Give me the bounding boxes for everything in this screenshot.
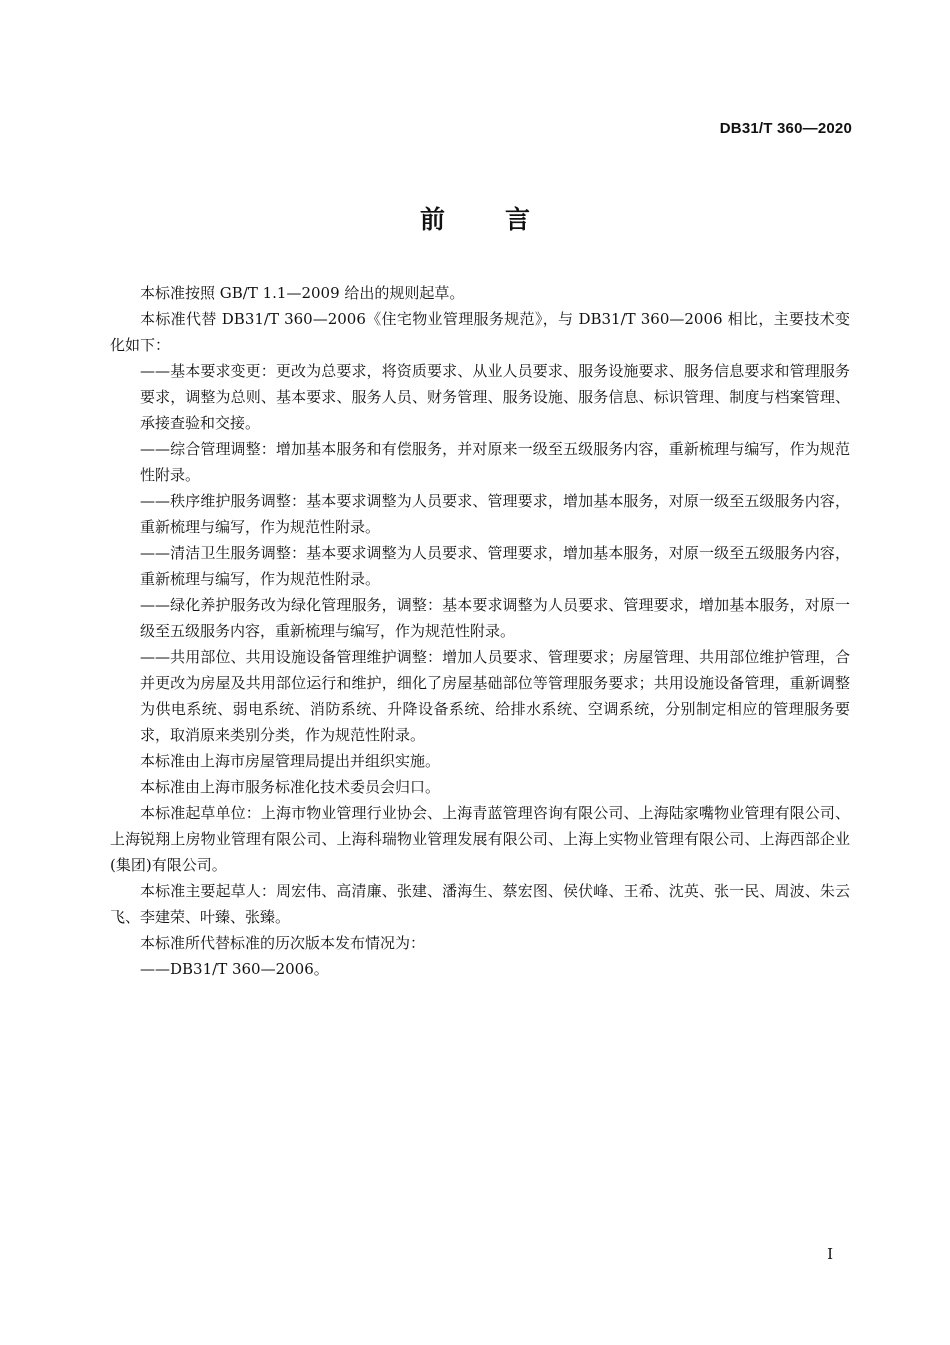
history-item: ——DB31/T 360—2006。 bbox=[140, 960, 329, 978]
list-item: ——共用部位、共用设施设备管理维护调整：增加人员要求、管理要求；房屋管理、共用部位维护管理，合并更改为房屋及共用部位运行和维护，细化了房屋基础部位等管理服务要求；共用设施设备管理，重新调整为供电系统、弱电系统、消防系统、升降设备系统、给排水系统、空调系统，分别制定相应的管理服务要求，取消原来类别分类，作为规范性附录。 bbox=[140, 648, 850, 744]
paragraph-drafting-units: 本标准起草单位：上海市物业管理行业协会、上海青蓝管理咨询有限公司、上海陆家嘴物业管理有限公司、上海锐翔上房物业管理有限公司、上海科瑞物业管理发展有限公司、上海上实物业管理有限公司、上海西部企业(集团)有限公司。 bbox=[110, 804, 850, 874]
foreword-body bbox=[110, 280, 850, 982]
paragraph-history-intro: 本标准所代替标准的历次版本发布情况为： bbox=[140, 934, 426, 952]
paragraph-managed-by: 本标准由上海市服务标准化技术委员会归口。 bbox=[140, 778, 441, 796]
paragraph-drafters: 本标准主要起草人：周宏伟、高清廉、张建、潘海生、蔡宏图、侯伏峰、王希、沈英、张一民、周波、朱云飞、李建荣、叶臻、张臻。 bbox=[110, 882, 850, 926]
paragraph-proposed-by: 本标准由上海市房屋管理局提出并组织实施。 bbox=[140, 752, 441, 770]
page-title: 前言 bbox=[419, 205, 590, 234]
list-item: ——秩序维护服务调整：基本要求调整为人员要求、管理要求，增加基本服务，对原一级至五级服务内容，重新梳理与编写，作为规范性附录。 bbox=[140, 492, 850, 536]
standard-number: DB31/T 360—2020 bbox=[719, 120, 852, 137]
list-item: ——绿化养护服务改为绿化管理服务，调整：基本要求调整为人员要求、管理要求，增加基本服务，对原一级至五级服务内容，重新梳理与编写，作为规范性附录。 bbox=[140, 596, 850, 640]
paragraph-replaces: 本标准代替 DB31/T 360—2006《住宅物业管理服务规范》，与 DB31/T 360—2006 相比，主要技术变化如下： bbox=[110, 310, 850, 354]
page-number: I bbox=[827, 1245, 833, 1263]
list-item: ——综合管理调整：增加基本服务和有偿服务，并对原来一级至五级服务内容，重新梳理与编写，作为规范性附录。 bbox=[140, 440, 850, 484]
changes-list bbox=[110, 358, 850, 748]
list-item: ——清洁卫生服务调整：基本要求调整为人员要求、管理要求，增加基本服务，对原一级至五级服务内容，重新梳理与编写，作为规范性附录。 bbox=[140, 544, 850, 588]
list-item: ——基本要求变更：更改为总要求，将资质要求、从业人员要求、服务设施要求、服务信息要求和管理服务要求，调整为总则、基本要求、服务人员、财务管理、服务设施、服务信息、标识管理、制度与档案管理、承接查验和交接。 bbox=[140, 362, 850, 432]
paragraph-drafting-rule: 本标准按照 GB/T 1.1—2009 给出的规则起草。 bbox=[140, 284, 465, 302]
